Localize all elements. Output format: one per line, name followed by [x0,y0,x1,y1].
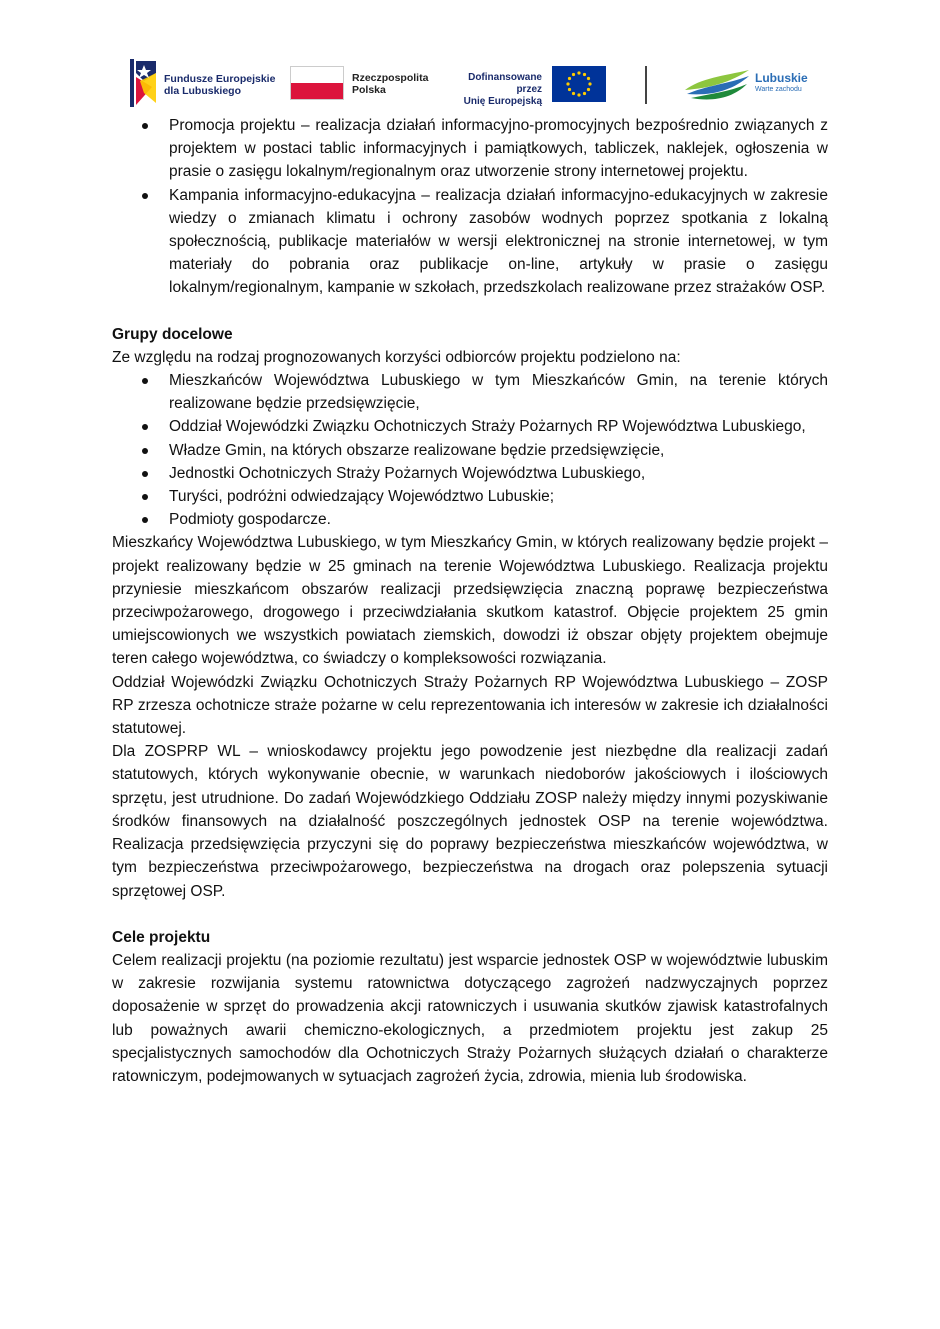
lubuskie-logo-text: Lubuskie [755,71,808,85]
fe-logo-text: Fundusze Europejskie dla Lubuskiego [164,73,276,97]
lubuskie-wave-icon [683,60,751,106]
list-item: Mieszkańców Województwa Lubuskiego w tym Mieszkańców Gmin, na terenie których realizowane będzie przedsięwzięcie, [112,369,828,415]
lubuskie-logo-subtitle: Warte zachodu [755,86,802,93]
target-groups-list [112,369,828,531]
list-item: Kampania informacyjno-edukacyjna – realizacja działań informacyjno-edukacyjnych w zakresie wiedzy o zmianach klimatu i ochrony zasobów wodnych poprzez spotkania z lokalną społecznością, publikacje materiałów w wersji elektronicznej na stronie internetowej, w tym materiały do pobrania oraz publikacje on-line, artykuły w prasie o zasięgu lokalnym/regionalnym, kampanie w szkołach, przedszkolach realizowane przez strażaków OSP. [112,184,828,300]
document-body [112,114,828,1088]
rzeczpospolita-polska-logo [290,66,440,102]
list-item: Władze Gmin, na których obszarze realizowane będzie przedsięwzięcie, [112,439,828,462]
list-item: Promocja projektu – realizacja działań informacyjno-promocyjnych bezpośrednio związanych z projektem w postaci tablic informacyjnych i pamiątkowych, tabliczek, naklejek, ogłoszenia w prasie o zasięgu lokalnym/regionalnym oraz utworzenie strony internetowej projektu. [112,114,828,184]
promotion-activities-list [112,114,828,300]
rp-logo-text: Rzeczpospolita Polska [352,72,429,96]
logo-divider [645,66,647,104]
zosp-paragraph: Oddział Wojewódzki Związku Ochotniczych Straży Pożarnych RP Województwa Lubuskiego – ZOSP RP zrzesza ochotnicze straże pożarne w celu reprezentowania ich interesów w zakresie ich działalności statutowej. [112,673,828,738]
fundusze-europejskie-logo [128,59,278,107]
target-groups-intro: Ze względu na rodzaj prognozowanych korzyści odbiorców projektu podzielono na: [112,348,681,366]
section-heading-target-groups: Grupy docelowe [112,325,233,343]
polish-flag-icon [290,66,344,100]
section-heading-project-goals: Cele projektu [112,928,211,946]
list-item: Oddział Wojewódzki Związku Ochotniczych Straży Pożarnych RP Województwa Lubuskiego, [112,415,828,438]
project-goals-paragraph: Celem realizacji projektu (na poziomie rezultatu) jest wsparcie jednostek OSP w województwie lubuskim w zakresie rozwijania systemu ratownictwa dotyczącego zagrożeń nadzwyczajnych poprzez doposażenie w sprzęt do prowadzenia akcji ratowniczych i usuwania skutków zjawisk katastrofalnych lub poważnych awarii chemiczno-ekologicznych, a przedmiotem projektu jest zakup 25 specjalistycznych samochodów dla Ochotniczych Straży Pożarnych służących działań o charakterze ratowniczym, podejmowanych w sytuacjach zagrożeń życia, zdrowia, mienia lub środowiska. [112,951,828,1085]
unia-europejska-logo [444,66,609,107]
residents-paragraph: Mieszkańcy Województwa Lubuskiego, w tym Mieszkańcy Gmin, w których realizowany będzie projekt – projekt realizowany będzie w 25 gminach na terenie Województwa Lubuskiego. Realizacja projektu przyniesie mieszkańcom obszarów realizacji przedsięwzięcia znaczną poprawę bezpieczeństwa przeciwpożarowego, drogowego i przeciwdziałania skutkom katastrof. Objęcie projektem 25 gmin umiejscowionych we wszystkich powiatach ziemskich, dowodzi iż obszar objęty projektem obejmuje teren całego województwa, co świadczy o kompleksowości rozwiązania. [112,534,828,668]
list-item: Turyści, podróżni odwiedzający Województwo Lubuskie; [112,485,828,508]
fe-star-icon [130,59,158,107]
list-item: Podmioty gospodarcze. [112,508,828,531]
ue-logo-text: Dofinansowane przez Unię Europejską [463,72,542,107]
applicant-paragraph: Dla ZOSPRP WL – wnioskodawcy projektu jego powodzenie jest niezbędne dla realizacji zadań statutowych, których wykonywanie obecnie, w warunkach niedoborów jakościowych i ilościowych sprzętu, jest utrudnione. Do zadań Wojewódzkiego Oddziału ZOSP należy między innymi pozyskiwanie środków finansowych na działalność poszczególnych jednostek OSP na terenie województwa. Realizacja przedsięwzięcia przyczyni się do poprawy bezpieczeństwa mieszkańców województwa, w tym bezpieczeństwa przeciwpożarowego, bezpieczeństwa na drogach oraz polepszenia sytuacji sprzętowej OSP. [112,743,828,900]
list-item: Jednostki Ochotniczych Straży Pożarnych Województwa Lubuskiego, [112,462,828,485]
lubuskie-logo [683,60,818,106]
eu-flag-icon [552,66,606,102]
logo-bar [128,56,818,110]
